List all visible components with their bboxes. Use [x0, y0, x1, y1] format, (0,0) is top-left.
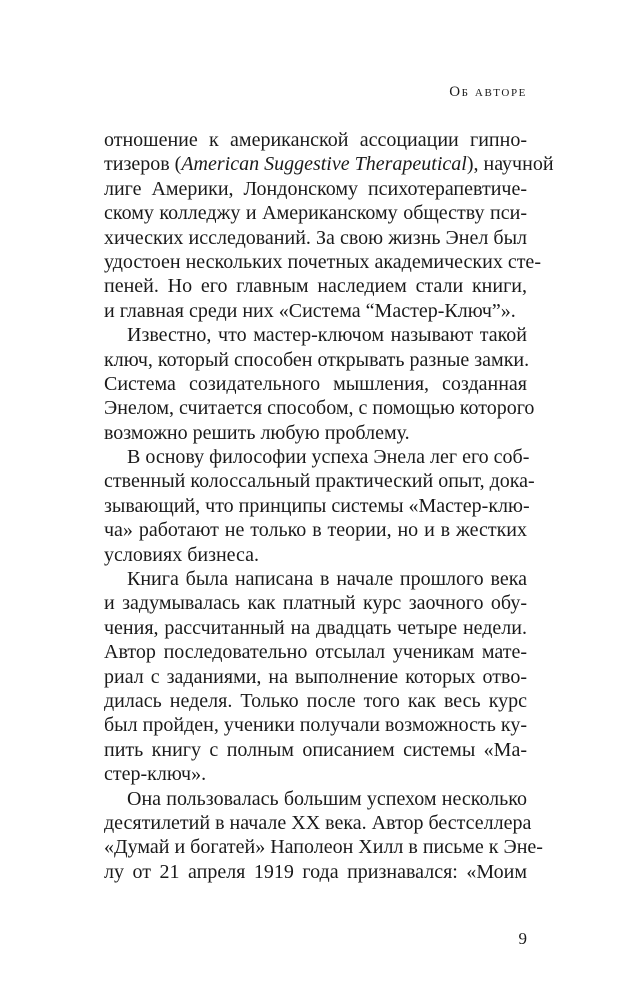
text-line: [104, 738, 527, 762]
text-run: скому колледжу и Американскому обществу пси-: [104, 202, 527, 225]
text-run: лиге Америки, Лондонскому психотерапевтиче-: [104, 177, 527, 200]
text-run: возможно решить любую проблему.: [104, 421, 410, 444]
paragraph: [104, 128, 554, 323]
text-line: [104, 396, 535, 420]
paragraph: [104, 787, 543, 885]
text-line: [104, 494, 530, 518]
text-run: десятилетий в начале XX века. Автор бестселлера: [104, 811, 532, 834]
text-run: «Думай и богатей» Наполеон Хилл в письме к Эне-: [104, 836, 543, 859]
text-line: [104, 591, 527, 615]
text-run: дилась неделя. Только после того как весь курс: [104, 689, 527, 712]
text-run: ственный колоссальный практический опыт, дока-: [104, 470, 535, 493]
text-line: [104, 469, 535, 493]
text-line: [104, 348, 530, 372]
text-line: [104, 299, 527, 323]
text-run: стер-ключ».: [104, 763, 207, 786]
paragraph: [104, 567, 527, 787]
italic-term: American Suggestive Therapeutical: [181, 153, 467, 176]
text-run: условиях бизнеса.: [104, 543, 260, 566]
text-line: [104, 201, 527, 225]
text-run: ключ, который способен открывать разные замки.: [104, 348, 530, 371]
text-run: зывающий, что принципы системы «Мастер-клю-: [104, 494, 530, 517]
text-run: удостоен нескольких почетных академических сте-: [104, 250, 541, 273]
text-line: [104, 518, 527, 542]
text-run: и главная среди них «Система “Мастер-Ключ”».: [104, 299, 516, 322]
text-run: ), научной: [466, 153, 554, 176]
running-head: Об авторе: [449, 84, 527, 100]
text-line: [104, 421, 527, 445]
text-line: [104, 689, 527, 713]
text-line: [104, 128, 527, 152]
text-line: [104, 152, 554, 176]
text-run: Книга была написана в начале прошлого века: [127, 568, 527, 591]
text-run: тизеров (: [104, 153, 182, 176]
text-line: [104, 250, 541, 274]
text-line: [104, 713, 527, 737]
paragraph: [104, 445, 535, 567]
text-run: Она пользовалась большим успехом несколько: [127, 787, 527, 810]
text-line: [104, 543, 527, 567]
text-line: [104, 445, 530, 469]
text-line: [104, 274, 527, 298]
text-run: отношение к американской ассоциации гипно-: [104, 129, 527, 151]
text-run: ча» работают не только в теории, но и в жестких: [104, 519, 527, 542]
text-run: хических исследований. За свою жизнь Энел был: [104, 226, 527, 249]
text-run: риал с заданиями, на выполнение которых отво-: [104, 665, 527, 688]
text-line: [104, 787, 527, 811]
text-line: [104, 372, 527, 396]
text-run: лу от 21 апреля 1919 года признавался: «Моим: [104, 860, 527, 883]
text-run: пеней. Но его главным наследием стали книги,: [104, 275, 527, 298]
text-line: [104, 835, 543, 859]
text-line: [104, 860, 527, 884]
text-run: Известно, что мастер-ключом называют такой: [127, 324, 527, 347]
text-run: Автор последовательно отсылал ученикам мате-: [104, 641, 527, 664]
text-run: чения, рассчитанный на двадцать четыре недели.: [104, 616, 527, 639]
text-run: Система созидательного мышления, созданная: [104, 372, 527, 395]
text-run: и задумывалась как платный курс заочного обу-: [104, 592, 527, 615]
text-run: был пройден, ученики получали возможность ку-: [104, 714, 527, 737]
text-line: [104, 226, 527, 250]
text-line: [104, 616, 527, 640]
text-line: [104, 567, 527, 591]
text-line: [104, 762, 527, 786]
text-run: Энелом, считается способом, с помощью которого: [104, 397, 535, 420]
text-run: В основу философии успеха Энела лег его соб-: [127, 446, 530, 469]
text-run: пить книгу с полным описанием системы «Ма-: [104, 738, 527, 761]
text-line: [104, 323, 527, 347]
text-line: [104, 640, 527, 664]
text-line: [104, 177, 527, 201]
text-line: [104, 665, 527, 689]
body-text: [104, 128, 554, 884]
text-line: [104, 811, 532, 835]
page-number: 9: [518, 929, 527, 948]
paragraph: [104, 323, 535, 445]
